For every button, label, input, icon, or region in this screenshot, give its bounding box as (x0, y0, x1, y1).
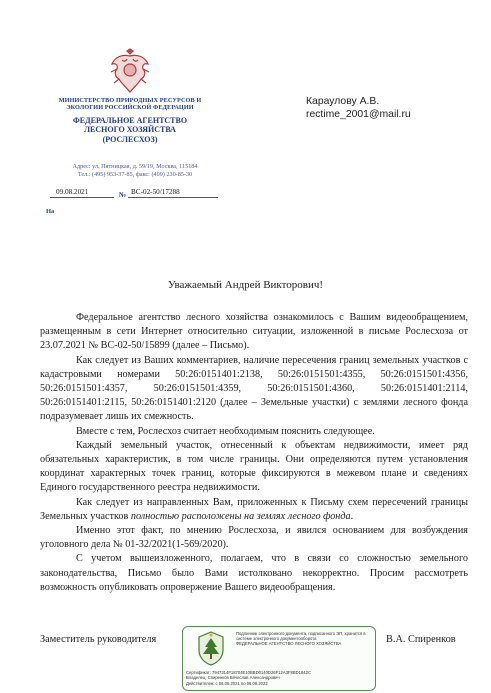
certificate-id: Сертификат: 7947314F18704E10BBD0140D26F12A3F8BD1842C (186, 670, 311, 675)
recipient-block (306, 95, 411, 121)
certificate-owner: Владелец: Спиренков Вячеслав Александрович (186, 675, 280, 681)
number-sign: № (119, 191, 127, 199)
paragraph-5-emphasis: полностью расположены на землях лесного фонда (130, 510, 351, 522)
letter-date: 09.08.2021 (56, 188, 89, 196)
signer-name: В.А. Спиренков (386, 634, 456, 645)
paragraph-7: С учетом вышеизложенного, полагаем, что в связи со сложностью земельного законодательства, Письмо было Вами истолковано некорректно. Просим рассмотреть возможность опубликовать опровержение Вашего видеообращения. (40, 553, 468, 593)
stamp-line-1: Подлинник электронного документа, подписанного ЭП, хранится в системе электронного документооборота (236, 631, 366, 642)
greeting: Уважаемый Андрей Викторович! (167, 279, 324, 291)
paragraph-3: Вместе с тем, Рослесхоз считает необходимым пояснить следующее. (76, 425, 375, 437)
address-line-1: Адрес: ул. Пятницкая, д. 59/19, Москва, 115184 (72, 163, 198, 170)
certificate-validity: Действителен: с 06.05.2021 по 06.08.2022 (186, 680, 268, 686)
ministry-name: МИНИСТЕРСТВО ПРИРОДНЫХ РЕСУРСОВ И ЭКОЛОГИИ РОССИЙСКОЙ ФЕДЕРАЦИИ (58, 97, 202, 112)
paragraph-2: Как следует из Ваших комментариев, наличие пересечения границ земельных участков с кадастровыми номерами 50:26:0151401:2138, 50:26:0151501:4355, 50:26:0151501:4356, 50:26:0151501:4357, 50:26:0151501:4359, 50:26:0151501:4360, 50:26:0151401:2114, 50:26:0151401:2115, 50:26:0151401:2120 (далее – Земельные участки) с землями лесного фонда подразумевает лишь их смежность. (40, 354, 468, 423)
agency-line-2: ЛЕСНОГО ХОЗЯЙСТВА (84, 125, 176, 135)
paragraph-5 (40, 496, 468, 524)
paragraph-1: Федеральное агентство лесного хозяйства ознакомилось с Вашим видеообращением, размещенным в сети Интернет относительно ситуации, изложенной в письме Рослесхоза от 23.07.2021 № ВС-02-50/15899 (далее – Письмо). (40, 312, 468, 352)
stamp-text (236, 631, 370, 647)
signer-title: Заместитель руководителя (40, 634, 157, 645)
recipient-name: Караулову А.В. (306, 96, 380, 107)
reference-label: На (46, 208, 55, 215)
letter-number: ВС-02-50/17288 (131, 188, 180, 196)
agency-line-3: (РОСЛЕСХОЗ) (102, 134, 158, 144)
forestry-emblem-icon (195, 630, 227, 666)
number-underline (128, 197, 218, 198)
agency-name (40, 116, 220, 144)
stamp-line-2: ФЕДЕРАЛЬНОЕ АГЕНТСТВО ЛЕСНОГО ХОЗЯЙСТВА (236, 641, 342, 647)
paragraph-6: Именно этот факт, по мнению Рослесхоза, и явился основанием для возбуждения уголовного дела № 01-32/2021(1-569/2020). (40, 525, 468, 551)
address-line-2: Тел.: (495) 953-37-85, факс: (499) 230-85-30 (77, 170, 193, 178)
recipient-email: rectime_2001@mail.ru (306, 109, 411, 120)
date-underline (50, 197, 114, 198)
certificate-info (186, 670, 372, 686)
letter-body (40, 311, 468, 595)
coat-of-arms-icon (108, 48, 152, 96)
agency-address (40, 163, 230, 178)
paragraph-5-end: . (350, 510, 354, 522)
paragraph-4: Каждый земельный участок, отнесенный к объектам недвижимости, имеет ряд обязательных характеристик, в том числе границы. Они определяются путем установления координат характерных точек границ, которые фиксируются в межевом плане и сведениях Единого государственного реестра недвижимости. (40, 439, 468, 494)
agency-line-1: ФЕДЕРАЛЬНОЕ АГЕНТСТВО (72, 116, 188, 125)
paragraph-5-text: Как следует из направленных Вам, приложенных к Письму схем пересечений границы Земельных участков (40, 496, 468, 522)
